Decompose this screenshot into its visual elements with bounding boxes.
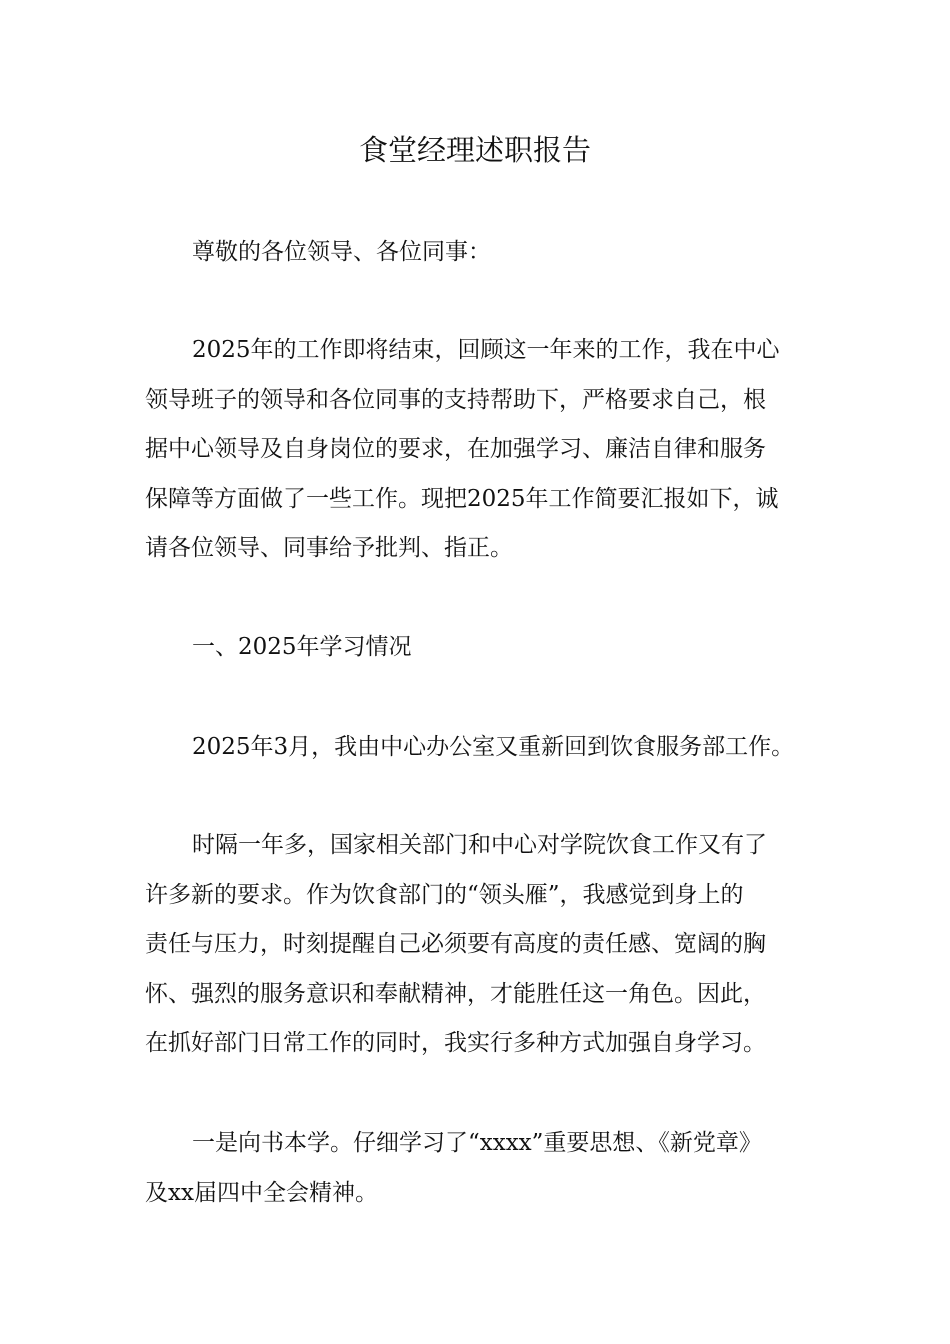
paragraph-line: 时隔一年多，国家相关部门和中心对学院饮食工作又有了	[192, 832, 767, 858]
paragraph-line: 怀、强烈的服务意识和奉献精神，才能胜任这一角色。因此，	[145, 980, 766, 1007]
section-heading	[145, 623, 810, 673]
intro-paragraph	[145, 326, 810, 574]
paragraph-line: 一、2025年学习情况	[192, 634, 412, 660]
requirements-paragraph	[145, 821, 810, 1069]
paragraph-line: 及xx届四中全会精神。	[145, 1179, 378, 1206]
paragraph-line: 尊敬的各位领导、各位同事：	[192, 239, 491, 265]
paragraph-line: 责任与压力，时刻提醒自己必须要有高度的责任感、宽阔的胸	[145, 931, 766, 958]
paragraph-line: 据中心领导及自身岗位的要求，在加强学习、廉洁自律和服务	[145, 436, 766, 463]
paragraph-line: 在抓好部门日常工作的同时，我实行多种方式加强自身学习。	[145, 1030, 766, 1057]
greeting-paragraph	[145, 228, 810, 278]
paragraph-line: 2025年的工作即将结束，回顾这一年来的工作，我在中心	[192, 337, 780, 363]
paragraph-line: 一是向书本学。仔细学习了“xxxx”重要思想、《新党章》	[192, 1130, 762, 1156]
paragraph-line: 许多新的要求。作为饮食部门的“领头雁”，我感觉到身上的	[145, 881, 744, 908]
paragraph-line: 保障等方面做了一些工作。现把2025年工作简要汇报如下，诚	[145, 485, 779, 512]
document-title: 食堂经理述职报告	[358, 133, 591, 167]
return-paragraph	[145, 723, 810, 773]
books-paragraph	[145, 1119, 810, 1218]
paragraph-line: 领导班子的领导和各位同事的支持帮助下，严格要求自己，根	[145, 386, 766, 413]
paragraph-line: 请各位领导、同事给予批判、指正。	[145, 535, 513, 562]
paragraph-line: 2025年3月，我由中心办公室又重新回到饮食服务部工作。	[192, 734, 795, 760]
